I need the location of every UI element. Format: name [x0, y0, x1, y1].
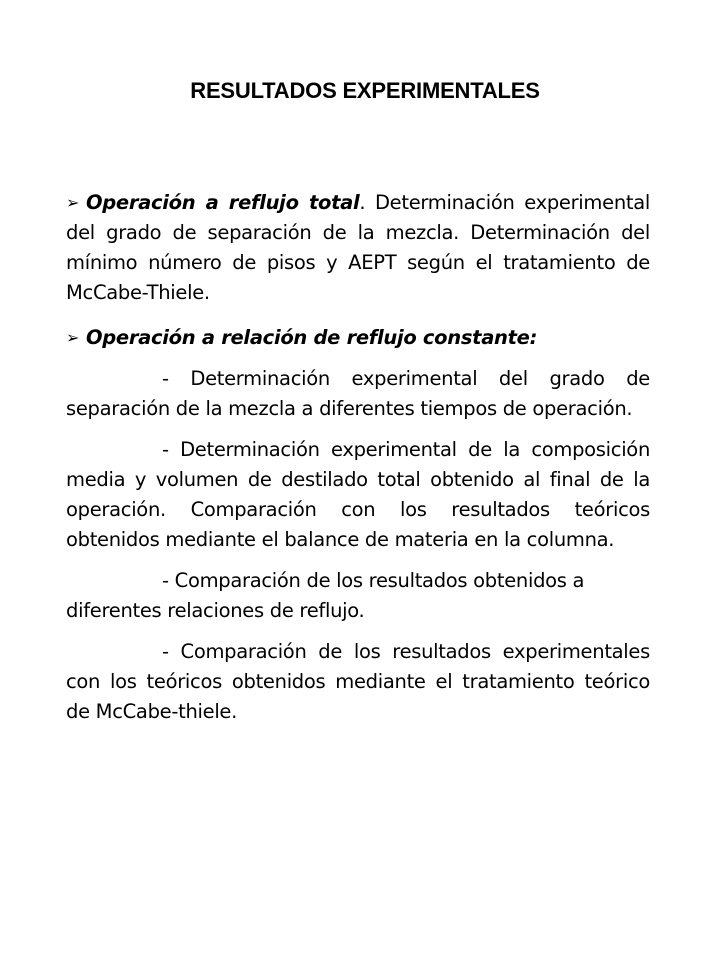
section-text: . Determinación experimental del grado de separación de la mezcla. Determinación del mínimo número de pisos y AEPT según el tratamiento de McCabe-Thiele. — [66, 191, 650, 304]
section-reflujo-constante — [66, 323, 650, 353]
arrow-bullet-icon: ➢ — [66, 328, 80, 347]
arrow-bullet-icon: ➢ — [66, 193, 80, 212]
list-item: - Determinación experimental del grado de separación de la mezcla a diferentes tiempos de operación. — [66, 367, 650, 420]
section-reflujo-total — [66, 188, 650, 308]
section-heading: Operación a relación de reflujo constante: — [86, 326, 538, 349]
list-item: - Comparación de los resultados obtenidos a diferentes relaciones de reflujo. — [66, 569, 585, 622]
list-item: - Determinación experimental de la composición media y volumen de destilado total obtenido al final de la operación. Comparación con los resultados teóricos obtenidos mediante el balance de materia en la columna. — [66, 438, 650, 551]
list-item: - Comparación de los resultados experimentales con los teóricos obtenidos mediante el tratamiento teórico de McCabe-thiele. — [66, 640, 650, 723]
document-body — [66, 188, 650, 727]
section-heading: Operación a reflujo total — [86, 191, 360, 214]
page-title: RESULTADOS EXPERIMENTALES — [190, 78, 540, 103]
